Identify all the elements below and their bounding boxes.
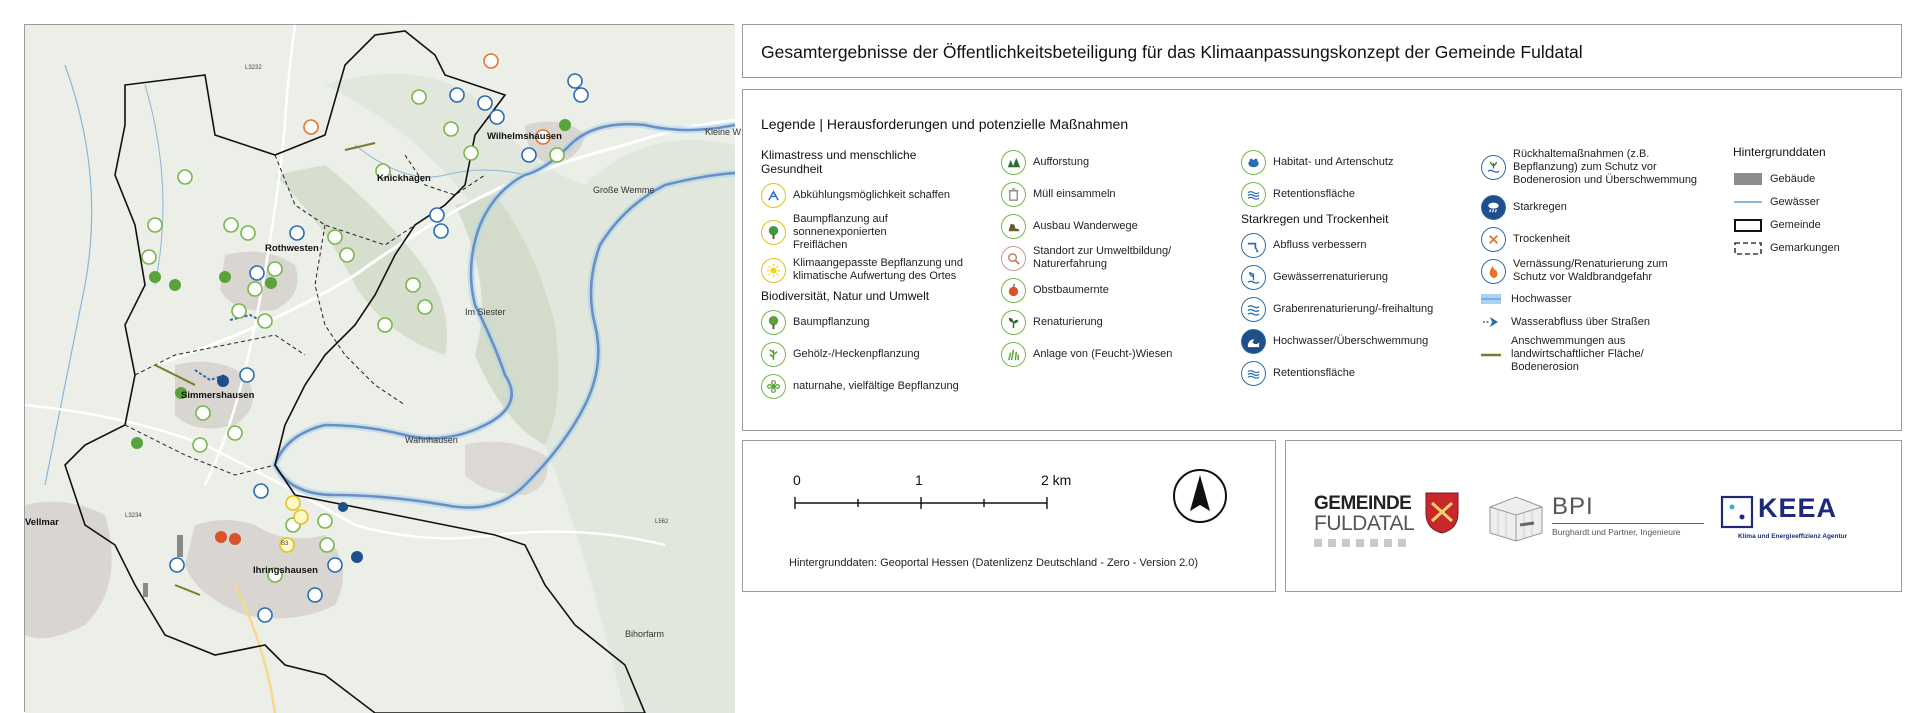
- marker-blue[interactable]: [240, 368, 254, 382]
- marker-green[interactable]: [193, 438, 207, 452]
- marker-green[interactable]: [148, 218, 162, 232]
- trash-icon: [1001, 182, 1026, 207]
- education-icon: [1001, 246, 1026, 271]
- label-grosse-wemme: Große Wemme: [593, 185, 655, 195]
- legend-item-gebaeude: Gebäude: [1733, 169, 1893, 189]
- legend-group-hinter: Hintergrunddaten: [1733, 145, 1826, 159]
- legend-item-obstbaum: Obstbaumernte: [1001, 276, 1231, 304]
- legend-item-anschwemmungen: Anschwemmungen aus landwirtschaftlicher Fläche/ Bodenerosion: [1481, 335, 1706, 374]
- building-symbol: [1733, 172, 1763, 186]
- map-panel[interactable]: [24, 24, 742, 712]
- scale-label-0: 0: [793, 472, 801, 488]
- source-attribution: Hintergrunddaten: Geoportal Hessen (Datenlizenz Deutschland - Zero - Version 2.0): [789, 557, 1199, 569]
- legend-item-feuchtwiesen: Anlage von (Feucht-)Wiesen: [1001, 340, 1231, 368]
- marker-green[interactable]: [232, 304, 246, 318]
- legend-item-abkuehlung: Abkühlungsmöglichkeit schaffen: [761, 181, 991, 209]
- marker-rain[interactable]: [351, 551, 363, 563]
- legend-column-3: [1241, 148, 1471, 391]
- label-simmershausen: Simmershausen: [181, 390, 255, 401]
- erosion-line-symbol: [1481, 348, 1511, 362]
- legend-item-gewaesser: Gewässer: [1733, 192, 1893, 212]
- legend-item-gemarkungen: Gemarkungen: [1733, 238, 1893, 258]
- north-arrow-icon: [1171, 467, 1229, 525]
- label-vellmar: Vellmar: [25, 517, 59, 528]
- marker-tree[interactable]: [149, 271, 161, 283]
- hiking-boot-icon: [1001, 214, 1026, 239]
- marker-green[interactable]: [224, 218, 238, 232]
- logo-bpi: BPI Burghardt und Partner, Ingenieure: [1552, 493, 1704, 537]
- label-wahnhausen: Wahnhausen: [405, 435, 458, 445]
- scale-label-1: 1: [915, 472, 923, 488]
- road-label: L3234: [125, 513, 142, 519]
- road-label: L562: [655, 519, 669, 525]
- legend-heading: Legende | Herausforderungen und potenzielle Maßnahmen: [761, 116, 1129, 132]
- scale-label-2: 2 km: [1041, 472, 1072, 488]
- marker-blue[interactable]: [254, 484, 268, 498]
- marker-tree[interactable]: [131, 437, 143, 449]
- tree-icon: [761, 310, 786, 335]
- wave-icon: [1241, 329, 1266, 354]
- legend-column-1: [761, 148, 991, 404]
- drought-icon: [1481, 227, 1506, 252]
- marker-green[interactable]: [320, 538, 334, 552]
- marker-green[interactable]: [248, 282, 262, 296]
- marker-blue[interactable]: [522, 148, 536, 162]
- legend-panel: [742, 89, 1902, 431]
- legend-item-hochwasser: Hochwasser: [1481, 289, 1706, 309]
- legend-item-renaturierung: Renaturierung: [1001, 308, 1231, 336]
- marker-green[interactable]: [444, 122, 458, 136]
- faucet-icon: [1241, 233, 1266, 258]
- marker-green[interactable]: [464, 146, 478, 160]
- legend-item-gemeinde: Gemeinde: [1733, 215, 1893, 235]
- legend-item-baum-sonne: Baumpflanzung auf sonnenexponierten Freiflächen: [761, 213, 991, 252]
- sprout-icon: [1001, 310, 1026, 335]
- marker-apple[interactable]: [215, 531, 227, 543]
- scale-panel: [742, 440, 1276, 592]
- label-im-siester: Im Siester: [465, 307, 506, 317]
- legend-item-rueckhalte: Rückhaltemaßnahmen (z.B. Bepflanzung) zum Schutz vor Bodenerosion und Überschwemmung: [1481, 148, 1706, 187]
- legend-column-4: [1481, 148, 1706, 377]
- logo-keea: KEEA: [1758, 493, 1838, 523]
- marker-green[interactable]: [196, 406, 210, 420]
- marker-blue[interactable]: [430, 208, 444, 222]
- marker-tree[interactable]: [265, 277, 277, 289]
- marker-tree[interactable]: [559, 119, 571, 131]
- sun-icon: [761, 258, 786, 283]
- runoff-arrow-symbol: [1481, 315, 1511, 329]
- marker-green[interactable]: [142, 250, 156, 264]
- legend-group-klima: Klimastress und menschliche Gesundheit: [761, 148, 917, 176]
- frog-icon: [1241, 150, 1266, 175]
- water-plant-icon: [1241, 265, 1266, 290]
- marker-blue[interactable]: [450, 88, 464, 102]
- legend-item-graben: Grabenrenaturierung/-freihaltung: [1241, 295, 1471, 323]
- marker-green[interactable]: [412, 90, 426, 104]
- marker-blue[interactable]: [250, 266, 264, 280]
- erosion-protection-icon: [1481, 155, 1506, 180]
- cooling-icon: [761, 183, 786, 208]
- water-line-symbol: [1733, 195, 1763, 209]
- bpi-cube-icon: [1484, 493, 1548, 543]
- marker-blue[interactable]: [478, 96, 492, 110]
- scale-bar: [793, 472, 1072, 523]
- municipality-symbol: [1733, 218, 1763, 232]
- label-ihringshausen: Ihringshausen: [253, 565, 318, 576]
- marker-blue[interactable]: [490, 110, 504, 124]
- legend-item-habitat: Habitat- und Artenschutz: [1241, 148, 1471, 176]
- legend-item-gehoelz: Gehölz-/Heckenpflanzung: [761, 340, 991, 368]
- forest-icon: [1001, 150, 1026, 175]
- apple-icon: [1001, 278, 1026, 303]
- logo-panel: [1285, 440, 1902, 592]
- legend-column-5: [1733, 145, 1893, 261]
- retention-icon: [1241, 361, 1266, 386]
- marker-orange[interactable]: [484, 54, 498, 68]
- label-bihorfarm: Bihorfarm: [625, 629, 665, 639]
- legend-item-wanderwege: Ausbau Wanderwege: [1001, 212, 1231, 240]
- marker-blue[interactable]: [434, 224, 448, 238]
- legend-item-gewaesser-ren: Gewässerrenaturierung: [1241, 263, 1471, 291]
- legend-item-hochwasser-ue: Hochwasser/Überschwemmung: [1241, 327, 1471, 355]
- marker-tree[interactable]: [169, 279, 181, 291]
- label-kleine-wemme: Kleine W: [705, 127, 742, 137]
- coat-of-arms-icon: [1424, 491, 1460, 535]
- label-rothwesten: Rothwesten: [265, 243, 319, 254]
- district-symbol: [1733, 241, 1763, 255]
- legend-item-wasserabfluss: Wasserabfluss über Straßen: [1481, 312, 1706, 332]
- fire-icon: [1481, 259, 1506, 284]
- retention-icon: [1241, 182, 1266, 207]
- legend-item-vernaessung: Vernässung/Renaturierung zum Schutz vor Waldbrandgefahr: [1481, 257, 1706, 285]
- marker-blue[interactable]: [308, 588, 322, 602]
- legend-item-retention1: Retentionsfläche: [1241, 180, 1471, 208]
- legend-item-trockenheit: Trockenheit: [1481, 225, 1706, 253]
- grass-icon: [1001, 342, 1026, 367]
- marker-blue[interactable]: [574, 88, 588, 102]
- ditch-icon: [1241, 297, 1266, 322]
- road-label: B3: [281, 541, 289, 547]
- page-title: Gesamtergebnisse der Öffentlichkeitsbeteiligung für das Klimaanpassungskonzept der Gemeinde Fuldatal: [761, 42, 1583, 62]
- marker-green[interactable]: [550, 148, 564, 162]
- legend-item-umweltbildung: Standort zur Umweltbildung/ Naturerfahrung: [1001, 244, 1231, 272]
- marker-green[interactable]: [318, 514, 332, 528]
- logo-gemeinde-fuldatal: GEMEINDE FULDATAL: [1314, 493, 1414, 548]
- marker-green[interactable]: [378, 318, 392, 332]
- legend-group-bio: Biodiversität, Natur und Umwelt: [761, 289, 930, 303]
- legend-item-baumpflanzung: Baumpflanzung: [761, 308, 991, 336]
- marker-green[interactable]: [268, 262, 282, 276]
- legend-group-stark: Starkregen und Trockenheit: [1241, 212, 1389, 226]
- marker-green[interactable]: [340, 248, 354, 262]
- legend-item-naturnah: naturnahe, vielfältige Bepflanzung: [761, 372, 991, 400]
- logo-keea-sub: Klima und Energieeffizienz Agentur: [1738, 533, 1848, 540]
- legend-item-muell: Müll einsammeln: [1001, 180, 1231, 208]
- marker-green[interactable]: [241, 226, 255, 240]
- marker-green[interactable]: [418, 300, 432, 314]
- rain-cloud-icon: [1481, 195, 1506, 220]
- legend-item-retention2: Retentionsfläche: [1241, 359, 1471, 387]
- title-panel: [742, 24, 1902, 78]
- marker-rain[interactable]: [338, 502, 348, 512]
- tree-sun-icon: [761, 220, 786, 245]
- marker-orange[interactable]: [304, 120, 318, 134]
- marker-blue[interactable]: [290, 226, 304, 240]
- label-wilhelmshausen: Wilhelmshausen: [487, 131, 562, 142]
- flower-icon: [761, 374, 786, 399]
- marker-rain[interactable]: [217, 375, 229, 387]
- marker-yellow[interactable]: [294, 510, 308, 524]
- legend-item-starkregen: Starkregen: [1481, 193, 1706, 221]
- legend-item-aufforstung: Aufforstung: [1001, 148, 1231, 176]
- marker-green[interactable]: [258, 314, 272, 328]
- building: [143, 583, 148, 597]
- bpi-divider: [1552, 523, 1704, 524]
- flood-area-symbol: [1481, 292, 1511, 306]
- building: [177, 535, 183, 557]
- marker-green[interactable]: [406, 278, 420, 292]
- marker-blue[interactable]: [170, 558, 184, 572]
- marker-green[interactable]: [328, 230, 342, 244]
- map-canvas[interactable]: [25, 25, 742, 713]
- marker-blue[interactable]: [258, 608, 272, 622]
- gemeinde-squares: [1314, 538, 1414, 548]
- marker-blue[interactable]: [328, 558, 342, 572]
- marker-tree[interactable]: [219, 271, 231, 283]
- hedge-icon: [761, 342, 786, 367]
- legend-item-klimaangepasst: Klimaangepasste Bepflanzung und klimatische Aufwertung des Ortes: [761, 256, 991, 284]
- keea-square-icon: [1720, 495, 1754, 529]
- marker-green[interactable]: [178, 170, 192, 184]
- legend-column-2: [1001, 148, 1231, 372]
- marker-apple[interactable]: [229, 533, 241, 545]
- legend-item-abfluss: Abfluss verbessern: [1241, 231, 1471, 259]
- label-knickhagen: Knickhagen: [377, 173, 431, 184]
- marker-blue[interactable]: [568, 74, 582, 88]
- road-label: L3232: [245, 65, 262, 71]
- marker-yellow[interactable]: [286, 496, 300, 510]
- marker-green[interactable]: [228, 426, 242, 440]
